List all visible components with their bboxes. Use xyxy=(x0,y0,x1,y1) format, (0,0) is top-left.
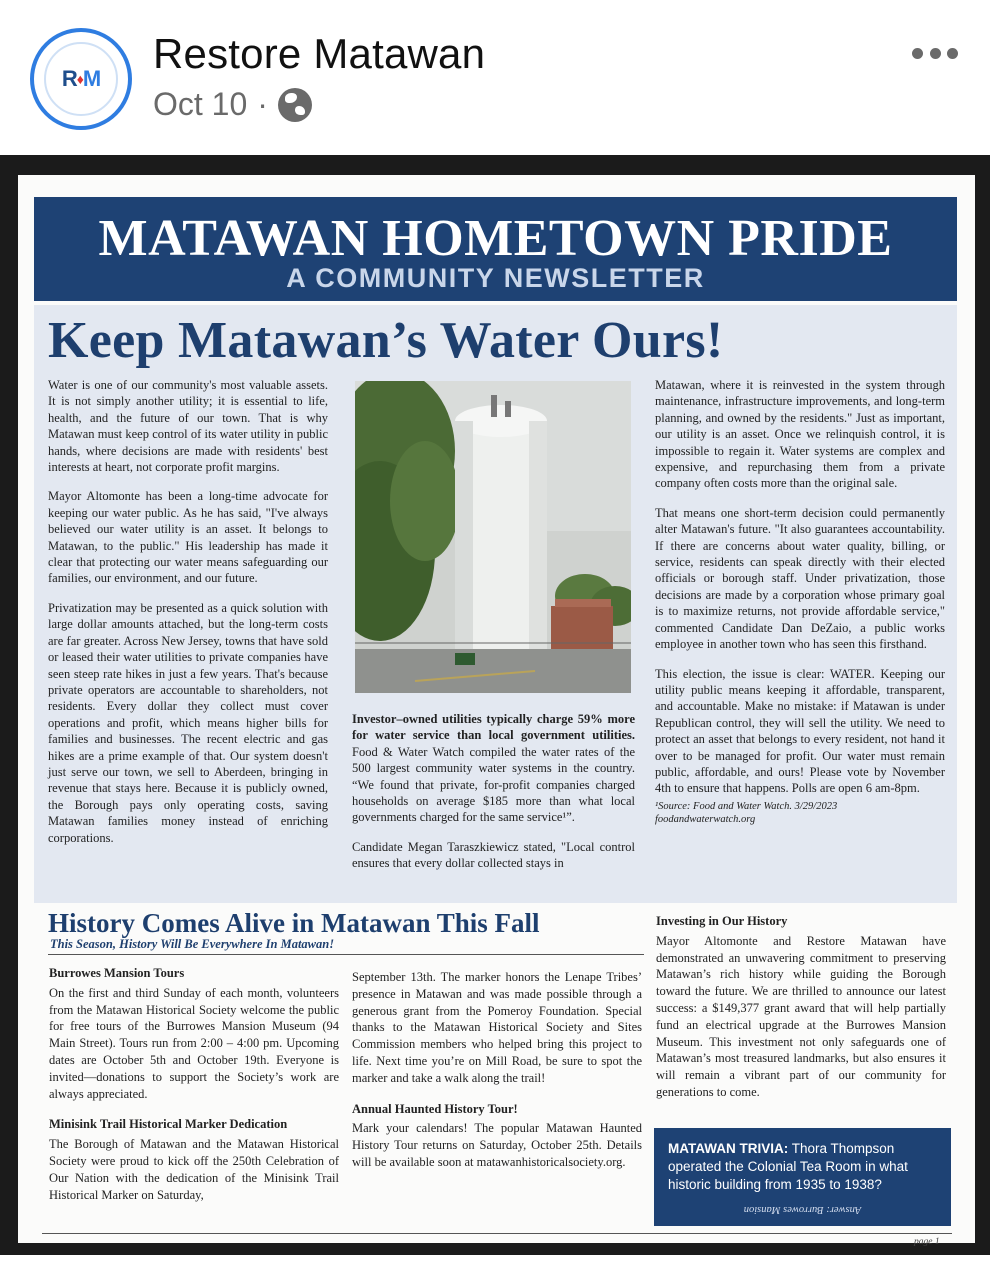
paragraph: Mayor Altomonte has been a long-time advocate for keeping our water public. As he has said, "I've always believed our water utility is an asset. It belongs to Matawan, to the public." His leadership has made it clear that protecting our water means safeguarding our families, our environment, and our future. xyxy=(48,489,328,586)
history-column-3 xyxy=(656,913,946,1101)
divider xyxy=(42,1233,952,1234)
section-text: Mark your calendars! The popular Matawan Haunted History Tour returns on Saturday, October 25th. Details will be available soon at matawanhistoricalsociety.org. xyxy=(352,1121,642,1169)
section-text: The Borough of Matawan and the Matawan Historical Society were proud to kick off the 250th Celebration of Our Nation with the dedication of the Minisink Trail Historical Marker on Saturday, xyxy=(49,1137,339,1202)
page-number: page 1 xyxy=(914,1237,940,1247)
section-heading: Annual Haunted History Tour! xyxy=(352,1101,518,1116)
trivia-box xyxy=(654,1128,951,1226)
source-url: foodandwaterwatch.org xyxy=(655,813,756,825)
lead-title: Keep Matawan’s Water Ours! xyxy=(48,312,724,369)
post-date[interactable]: Oct 10 xyxy=(153,86,248,122)
paragraph: Water is one of our community's most valuable assets. It is not simply another utility; it is essential to life, health, and the future of our town. That is why Matawan must keep control of its water utility in public hands, where decisions are made with residents' best interests at heart, not corporate profit margins. xyxy=(48,378,328,475)
post-header xyxy=(0,0,990,155)
trivia-question: Thora Thompson operated the Colonial Tea Room in what historic building from 1935 to 1938? xyxy=(668,1141,908,1192)
more-options-icon[interactable] xyxy=(912,48,958,60)
trivia-answer: Answer: Burrowes Mansion xyxy=(743,1204,862,1215)
water-tower-illustration xyxy=(355,381,631,693)
lead-column-1 xyxy=(48,377,328,859)
paragraph: This election, the issue is clear: WATER. Keeping our utility public means keeping it affordable, transparent, and accountable. Make no mistake: if Matawan is under Republican control, they will sell the utility. We need to protect an asset that belongs to every resident, not hand it over to be managed for profit. Our water must remain public, affordable, and ours! Please vote by November 4th to ensure that happens. Polls are open 6 am-8pm. xyxy=(655,666,945,796)
highlight-statement: Investor–owned utilities typically charge 59% more for water service than local government utilities. xyxy=(352,712,635,743)
post-image[interactable] xyxy=(0,155,990,1255)
history-subtitle: This Season, History Will Be Everywhere In Matawan! xyxy=(50,937,335,951)
avatar-logo xyxy=(44,42,118,116)
nj-state-icon: ♦ xyxy=(76,71,83,87)
history-title: History Comes Alive in Matawan This Fall xyxy=(48,908,540,938)
lead-column-2 xyxy=(352,711,635,885)
paragraph xyxy=(352,711,635,826)
globe-icon[interactable] xyxy=(278,88,312,122)
section-text: September 13th. The marker honors the Lenape Tribes’ presence in Matawan and was made possible through a generous grant from the Pomeroy Foundation. Special thanks to the Matawan Historical Society and Sites Commission members who helped bring this project to life. Next time you’re on Mill Road, be sure to spot the marker and take a walk along the trail! xyxy=(352,970,642,1085)
meta-separator: · xyxy=(257,86,268,122)
lead-column-3 xyxy=(655,377,945,826)
avatar-letter-m: M xyxy=(82,66,101,91)
masthead-title: MATAWAN HOMETOWN PRIDE xyxy=(98,210,893,267)
history-column-1 xyxy=(49,965,339,1203)
section-text: On the first and third Sunday of each month, volunteers from the Matawan Historical Society welcome the public for free tours of the Burrowes Mansion Museum (94 Main Street). Tours run from 2:00 – 4:00 pm. Upcoming dates are October 5th and October 19th. Everyone is invited—donations to support the Society’s work are always appreciated. xyxy=(49,985,339,1101)
masthead-subtitle: A COMMUNITY NEWSLETTER xyxy=(286,263,705,293)
section-text: Mayor Altomonte and Restore Matawan have demonstrated an unwavering commitment to preserving Matawan’s rich history while guiding the Borough toward the future. We are thrilled to announce our latest success: a $149,377 grant award that will help partially fund an electrical upgrade at the Burrowes Mansion Museum. This investment not only safeguards one of Matawan’s most treasured landmarks, but also ensures it will remain a vibrant part of our community for generations to come. xyxy=(656,933,946,1099)
post-meta xyxy=(153,86,312,123)
page-name-link[interactable]: Restore Matawan xyxy=(153,30,486,77)
paragraph: Candidate Megan Taraszkiewicz stated, "Local control ensures that every dollar collected stays in xyxy=(352,839,635,871)
water-tower-photo xyxy=(355,381,631,693)
paragraph-text: Food & Water Watch compiled the water rates of the 500 largest community water systems in the country. “We found that private, for-profit companies charged households on average $185 more than what local governments charged for the same service¹”. xyxy=(352,744,635,825)
source-citation xyxy=(655,800,945,826)
source-line: ¹Source: Food and Water Watch. 3/29/2023 xyxy=(655,800,838,812)
section-heading: Minisink Trail Historical Marker Dedication xyxy=(49,1117,288,1132)
page-avatar[interactable] xyxy=(30,28,132,130)
paragraph: That means one short-term decision could permanently alter Matawan's future. "It also guarantees accountability. If there are concerns about water quality, billing, or service, residents can speak directly with their elected officials or borough staff. Under privatization, those decisions are made by a corporation whose primary goal is to maximize returns, not provide affordable service," commented Candidate Dan DeZaio, a public works employee in another town who has seen this firsthand. xyxy=(655,505,945,652)
divider xyxy=(48,954,644,955)
lead-article xyxy=(34,305,957,903)
trivia-label: MATAWAN TRIVIA: xyxy=(668,1141,789,1156)
newsletter-masthead xyxy=(34,197,957,301)
history-column-2 xyxy=(352,969,642,1171)
paragraph: Privatization may be presented as a quick solution with large dollar amounts attached, but the long-term costs are far greater. Across New Jersey, towns that have sold or leased their water utilities to private companies have seen steep rate hikes in just a few years. That's because private operators are accountable to shareholders, not residents. Every dollar they collect must cover operations and profit, which means higher bills for families and businesses. The recent electric and gas hikes are a prime example of that. Our system doesn't just serve our town, we sell to Aberdeen, bringing in revenue that stays here. Because it is publicly owned, the Borough pays only operating costs, saving Matawan families money instead of enriching corporations. xyxy=(48,600,328,845)
section-heading: Burrowes Mansion Tours xyxy=(49,966,185,980)
newsletter-page xyxy=(18,175,975,1247)
avatar-letter-r: R xyxy=(61,66,77,91)
section-heading: Investing in Our History xyxy=(656,914,788,928)
paragraph: Matawan, where it is reinvested in the system through maintenance, infrastructure improvements, and long-term planning, and owned by the residents." Just as important, our utility is an asset. Once we relinquish control, it is impossible to regain it. Water systems are complex and expensive, and repurchasing them from a private company often costs more than the original sale. xyxy=(655,378,945,491)
